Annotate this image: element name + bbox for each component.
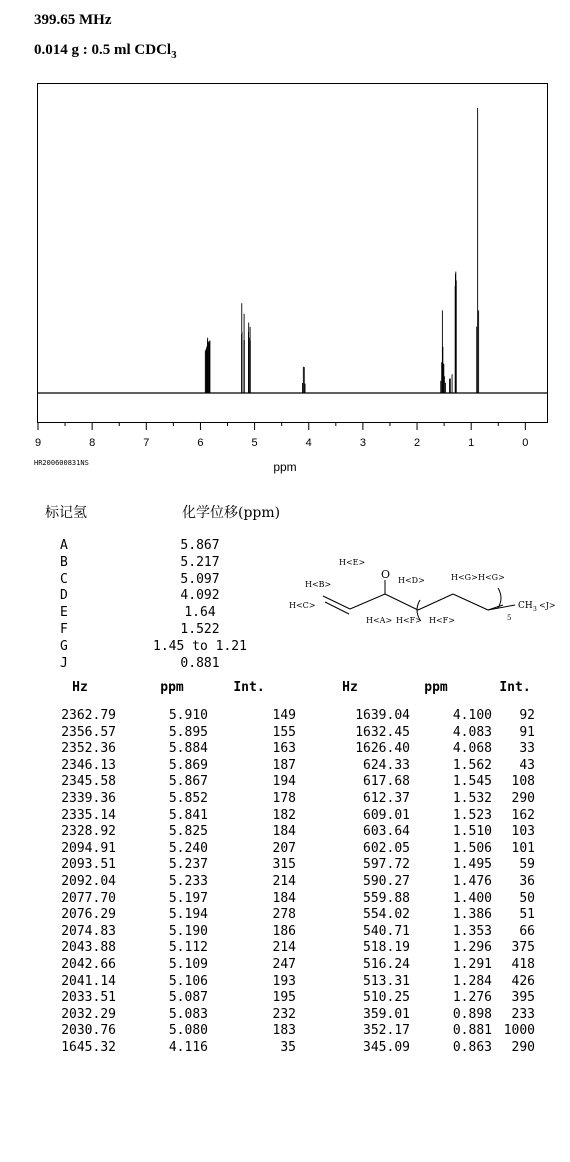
table-cell: 2074.83: [61, 923, 116, 939]
table-cell: 4.083: [452, 724, 492, 740]
header-ppm-2: ppm: [424, 680, 448, 695]
x-axis-ticks: [35, 423, 528, 449]
x-tick-label: 6: [197, 437, 204, 449]
table-cell: 162: [511, 807, 535, 823]
assignment-label: A: [60, 538, 68, 553]
label-ch-sub: 3: [533, 606, 537, 613]
table-cell: 1.523: [452, 807, 492, 823]
table-cell: 187: [272, 757, 296, 773]
table-cell: 352.17: [363, 1023, 410, 1039]
table-cell: 345.09: [363, 1039, 410, 1055]
table-cell: 1.545: [452, 774, 492, 790]
table-cell: 193: [272, 973, 296, 989]
table-cell: 0.898: [452, 1006, 492, 1022]
assignment-value: 4.092: [180, 588, 220, 604]
table-cell: 91: [519, 724, 535, 740]
table-cell: 554.02: [363, 907, 410, 923]
table-cell: 5.237: [168, 857, 208, 873]
label-o: O: [381, 568, 391, 581]
table-cell: 395: [511, 990, 535, 1006]
table-cell: 50: [519, 890, 535, 906]
table-cell: 5.869: [168, 757, 208, 773]
table-cell: 194: [272, 774, 296, 790]
table-cell: 214: [272, 873, 296, 889]
table-cell: 2339.36: [61, 790, 116, 806]
table-cell: 4.068: [452, 741, 492, 757]
peak-layer: [205, 108, 478, 393]
table-cell: 597.72: [363, 857, 410, 873]
frequency-label: 399.65 MHz: [34, 12, 112, 28]
assignment-value: 5.217: [180, 554, 220, 570]
assignment-value: 1.45 to 1.21: [153, 638, 247, 654]
x-tick-label: 3: [359, 437, 366, 449]
table-cell: 1.353: [452, 923, 492, 939]
table-cell: 510.25: [363, 990, 410, 1006]
table-cell: 278: [272, 907, 296, 923]
table-cell: 4.100: [452, 708, 492, 723]
x-tick-label: 4: [305, 437, 312, 449]
table-cell: 214: [272, 940, 296, 956]
label-hb: H<B>: [305, 580, 332, 589]
table-cell: 5.197: [168, 890, 208, 906]
table-cell: 5.087: [168, 990, 208, 1006]
table-cell: 232: [272, 1006, 296, 1022]
molecule-structure: [285, 550, 570, 660]
table-cell: 426: [511, 973, 535, 989]
table-cell: 1.532: [452, 790, 492, 806]
table-cell: 5.240: [168, 840, 208, 856]
header-int-1: Int.: [233, 680, 265, 695]
table-cell: 1.291: [452, 956, 492, 972]
assignment-label: G: [60, 638, 68, 654]
assignment-value: 0.881: [180, 655, 220, 671]
table-cell: 2041.14: [61, 973, 116, 989]
table-cell: 315: [272, 857, 296, 873]
table-cell: 617.68: [363, 774, 410, 790]
header-ppm-1: ppm: [160, 680, 184, 695]
assignment-label: D: [60, 588, 68, 604]
sample-text: 0.014 g : 0.5 ml CDCl: [34, 42, 172, 58]
table-cell: 51: [519, 907, 535, 923]
table-cell: 5.852: [168, 790, 208, 806]
table-cell: 2345.58: [61, 774, 116, 790]
x-tick-label: 5: [251, 437, 258, 449]
table-cell: 540.71: [363, 923, 410, 939]
table-cell: 108: [511, 774, 535, 790]
table-cell: 5.190: [168, 923, 208, 939]
table-cell: 92: [519, 708, 535, 723]
table-cell: 5.825: [168, 824, 208, 840]
table-cell: 5.884: [168, 741, 208, 757]
table-cell: 2352.36: [61, 741, 116, 757]
sample-subscript: 3: [171, 49, 177, 61]
x-tick-label: 1: [468, 437, 475, 449]
table-cell: 1645.32: [61, 1039, 116, 1055]
table-cell: 624.33: [363, 757, 410, 773]
table-cell: 1639.04: [355, 708, 410, 723]
table-cell: 1.495: [452, 857, 492, 873]
table-cell: 163: [272, 741, 296, 757]
assignment-value: 1.64: [184, 605, 216, 621]
table-cell: 184: [272, 824, 296, 840]
table-cell: 5.109: [168, 956, 208, 972]
label-j: <J>: [539, 601, 556, 610]
assignment-value: 1.522: [180, 621, 220, 637]
table-cell: 2356.57: [61, 724, 116, 740]
table-cell: 609.01: [363, 807, 410, 823]
table-cell: 290: [511, 790, 535, 806]
table-cell: 36: [519, 873, 535, 889]
table-cell: 2076.29: [61, 907, 116, 923]
table-cell: 5.080: [168, 1023, 208, 1039]
x-tick-label: 2: [413, 437, 421, 449]
table-cell: 5.841: [168, 807, 208, 823]
x-tick-label: 8: [89, 437, 96, 449]
plot-frame: [38, 84, 548, 423]
table-cell: 1.510: [452, 824, 492, 840]
label-hd: H<D>: [398, 576, 425, 585]
table-cell: 5.106: [168, 973, 208, 989]
nmr-spectrum-chart: [0, 80, 570, 475]
table-cell: 5.910: [168, 708, 208, 723]
assignment-label-header: 标记氢: [45, 505, 87, 521]
assignment-value: 5.867: [180, 538, 220, 553]
table-cell: 195: [272, 990, 296, 1006]
table-cell: 1.386: [452, 907, 492, 923]
table-cell: 602.05: [363, 840, 410, 856]
header-int-2: Int.: [499, 680, 531, 695]
table-cell: 2346.13: [61, 757, 116, 773]
table-cell: 1000: [503, 1023, 535, 1039]
table-cell: 1.276: [452, 990, 492, 1006]
table-cell: 2093.51: [61, 857, 116, 873]
assignment-value: 5.097: [180, 571, 220, 587]
x-tick-label: 0: [522, 437, 529, 449]
table-cell: 2092.04: [61, 873, 116, 889]
table-cell: 33: [519, 741, 535, 757]
table-cell: 155: [272, 724, 296, 740]
label-hc: H<C>: [289, 601, 316, 610]
table-cell: 2043.88: [61, 940, 116, 956]
table-cell: 2033.51: [61, 990, 116, 1006]
label-hf1: H<F>: [396, 616, 422, 625]
table-cell: 0.881: [452, 1023, 492, 1039]
label-hg2: H<G>: [478, 573, 505, 582]
sample-code: HR200600831NS: [34, 459, 89, 467]
table-cell: 2077.70: [61, 890, 116, 906]
sample-label: [34, 42, 177, 61]
x-axis-label: ppm: [273, 460, 297, 474]
x-tick-label: 9: [34, 437, 42, 449]
table-cell: 182: [272, 807, 296, 823]
table-cell: 5.867: [168, 774, 208, 790]
table-cell: 247: [272, 956, 296, 972]
assignment-label: B: [60, 554, 68, 570]
label-ha: H<A>: [366, 616, 393, 625]
assignment-label: C: [60, 571, 68, 587]
header-hz-1: Hz: [72, 680, 88, 695]
table-cell: 516.24: [363, 956, 410, 972]
table-cell: 513.31: [363, 973, 410, 989]
table-cell: 1.296: [452, 940, 492, 956]
table-cell: 149: [272, 708, 296, 723]
table-cell: 43: [519, 757, 535, 773]
table-cell: 375: [511, 940, 535, 956]
label-hg1: H<G>: [451, 573, 478, 582]
table-cell: 1.562: [452, 757, 492, 773]
table-cell: 1632.45: [355, 724, 410, 740]
table-cell: 5.233: [168, 873, 208, 889]
table-cell: 1.476: [452, 873, 492, 889]
x-tick-label: 7: [143, 437, 150, 449]
table-cell: 101: [511, 840, 535, 856]
table-cell: 559.88: [363, 890, 410, 906]
table-cell: 5.112: [168, 940, 208, 956]
assignment-label: J: [60, 655, 68, 671]
label-hf2: H<F>: [429, 616, 455, 625]
table-cell: 0.863: [452, 1039, 492, 1055]
table-cell: 35: [280, 1039, 296, 1055]
table-cell: 418: [511, 956, 535, 972]
table-cell: 518.19: [363, 940, 410, 956]
table-cell: 2030.76: [61, 1023, 116, 1039]
table-cell: 184: [272, 890, 296, 906]
table-cell: 359.01: [363, 1006, 410, 1022]
table-cell: 233: [511, 1006, 535, 1022]
table-cell: 5.194: [168, 907, 208, 923]
table-cell: 2042.66: [61, 956, 116, 972]
table-cell: 103: [511, 824, 535, 840]
table-cell: 290: [511, 1039, 535, 1055]
table-cell: 4.116: [168, 1039, 208, 1055]
table-cell: 603.64: [363, 824, 410, 840]
label-repeat: 5: [507, 614, 512, 622]
table-cell: 178: [272, 790, 296, 806]
table-cell: 59: [519, 857, 535, 873]
table-cell: 5.083: [168, 1006, 208, 1022]
table-cell: 5.895: [168, 724, 208, 740]
label-he: H<E>: [339, 558, 366, 567]
table-cell: 1.284: [452, 973, 492, 989]
table-cell: 1.506: [452, 840, 492, 856]
table-cell: 186: [272, 923, 296, 939]
label-ch: CH: [518, 601, 533, 611]
assignment-label: F: [60, 621, 68, 637]
table-cell: 1.400: [452, 890, 492, 906]
table-cell: 2094.91: [61, 840, 116, 856]
table-cell: 2032.29: [61, 1006, 116, 1022]
table-cell: 183: [272, 1023, 296, 1039]
assignment-shift-header: 化学位移(ppm): [182, 505, 281, 521]
table-cell: 1626.40: [355, 741, 410, 757]
header-hz-2: Hz: [342, 680, 358, 695]
table-cell: 2335.14: [61, 807, 116, 823]
table-cell: 66: [519, 923, 535, 939]
table-cell: 207: [272, 840, 296, 856]
table-cell: 590.27: [363, 873, 410, 889]
table-cell: 2362.79: [61, 708, 116, 723]
assignment-label: E: [60, 605, 68, 621]
table-cell: 2328.92: [61, 824, 116, 840]
table-cell: 612.37: [363, 790, 410, 806]
